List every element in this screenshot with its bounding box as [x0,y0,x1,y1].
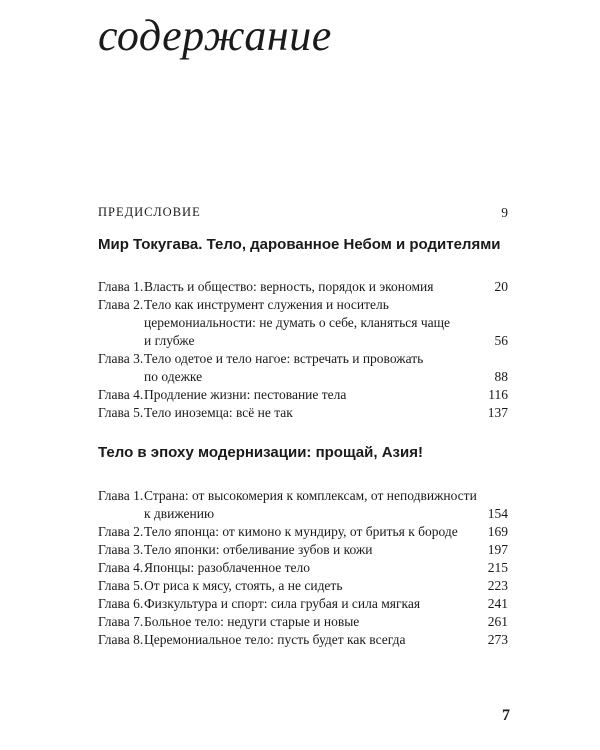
chapter-title [144,278,472,296]
chapter-page: 197 [487,542,508,557]
chapter-number: Глава 3. [98,542,144,557]
chapter-number: Глава 1. [98,279,144,294]
chapter-title [144,577,472,595]
chapter-title-line: и глубже [144,333,195,348]
chapter-title-line: Японцы: разоблаченное тело [144,560,310,575]
chapter-title-line: Тело одетое и тело нагое: встречать и провожать [144,351,424,366]
chapter-page: 56 [494,333,508,348]
chapter-title-line: Страна: от высокомерия к комплексам, от неподвижности [144,488,477,503]
chapter-page: 273 [487,632,508,647]
chapter-title-line: церемониальности: не думать о себе, кланяться чаще [144,315,451,330]
section-title: Мир Токугава. Тело, дарованное Небом и родителями [98,236,501,253]
chapter-title-line: Физкультура и спорт: сила грубая и сила мягкая [144,596,421,611]
chapter-entry [98,559,508,577]
chapter-title [144,559,472,577]
chapter-title-line: Тело японца: от кимоно к мундиру, от бритья к бороде [144,524,458,539]
chapter-page: 20 [494,279,508,294]
page-number: 7 [502,707,510,724]
chapter-number: Глава 5. [98,405,144,420]
chapter-title [144,404,472,422]
chapter-title [144,386,472,404]
chapter-number: Глава 4. [98,560,144,575]
chapter-title [144,296,472,350]
chapter-entry [98,404,508,422]
chapter-entry [98,350,508,386]
chapter-page: 169 [487,524,508,539]
chapter-title-line: Продление жизни: пестование тела [144,387,347,402]
chapter-entry [98,595,508,613]
chapter-title [144,631,472,649]
chapter-number: Глава 1. [98,488,144,503]
chapter-title [144,487,477,523]
chapter-page: 116 [488,387,508,402]
chapter-entry [98,523,508,541]
chapter-entry [98,577,508,595]
chapter-page: 261 [487,614,508,629]
chapter-number: Глава 7. [98,614,144,629]
chapter-number: Глава 3. [98,351,144,366]
chapter-number: Глава 5. [98,578,144,593]
chapter-title-line: Больное тело: недуги старые и новые [144,614,360,629]
chapter-title-line: Церемониальное тело: пусть будет как всегда [144,632,406,647]
chapter-page: 88 [494,369,508,384]
chapter-title-line: Тело японки: отбеливание зубов и кожи [144,542,373,557]
chapter-entry [98,613,508,631]
chapter-page: 241 [487,596,508,611]
chapter-title-line: Тело как инструмент служения и носитель [144,297,389,312]
chapter-title [144,613,472,631]
chapter-entry [98,541,508,559]
chapter-entry [98,631,508,649]
chapter-number: Глава 4. [98,387,144,402]
preface-label: ПРЕДИСЛОВИЕ [98,205,201,219]
chapter-number: Глава 8. [98,632,144,647]
chapter-title-line: Тело иноземца: всё не так [144,405,293,420]
chapter-page: 137 [487,405,508,420]
chapter-entry [98,278,508,296]
chapter-title [144,595,472,613]
chapter-title [144,541,472,559]
section-title: Тело в эпоху модернизации: прощай, Азия! [98,444,423,461]
chapter-title-line: по одежке [144,369,203,384]
chapter-number: Глава 2. [98,297,144,312]
chapter-title [144,350,472,386]
chapter-number: Глава 2. [98,524,144,539]
chapter-title-line: к движению [144,506,215,521]
chapter-title-line: Власть и общество: верность, порядок и экономия [144,279,434,294]
chapter-entry [98,487,508,523]
chapter-number: Глава 6. [98,596,144,611]
chapter-entry [98,386,508,404]
chapter-title-line: От риса к мясу, стоять, а не сидеть [144,578,343,593]
chapter-title [144,523,472,541]
chapter-page: 223 [487,578,508,593]
preface-page: 9 [501,205,508,220]
chapter-page: 215 [487,560,508,575]
page-title: содержание [98,11,332,60]
chapter-page: 154 [487,506,508,521]
chapter-entry [98,296,508,350]
